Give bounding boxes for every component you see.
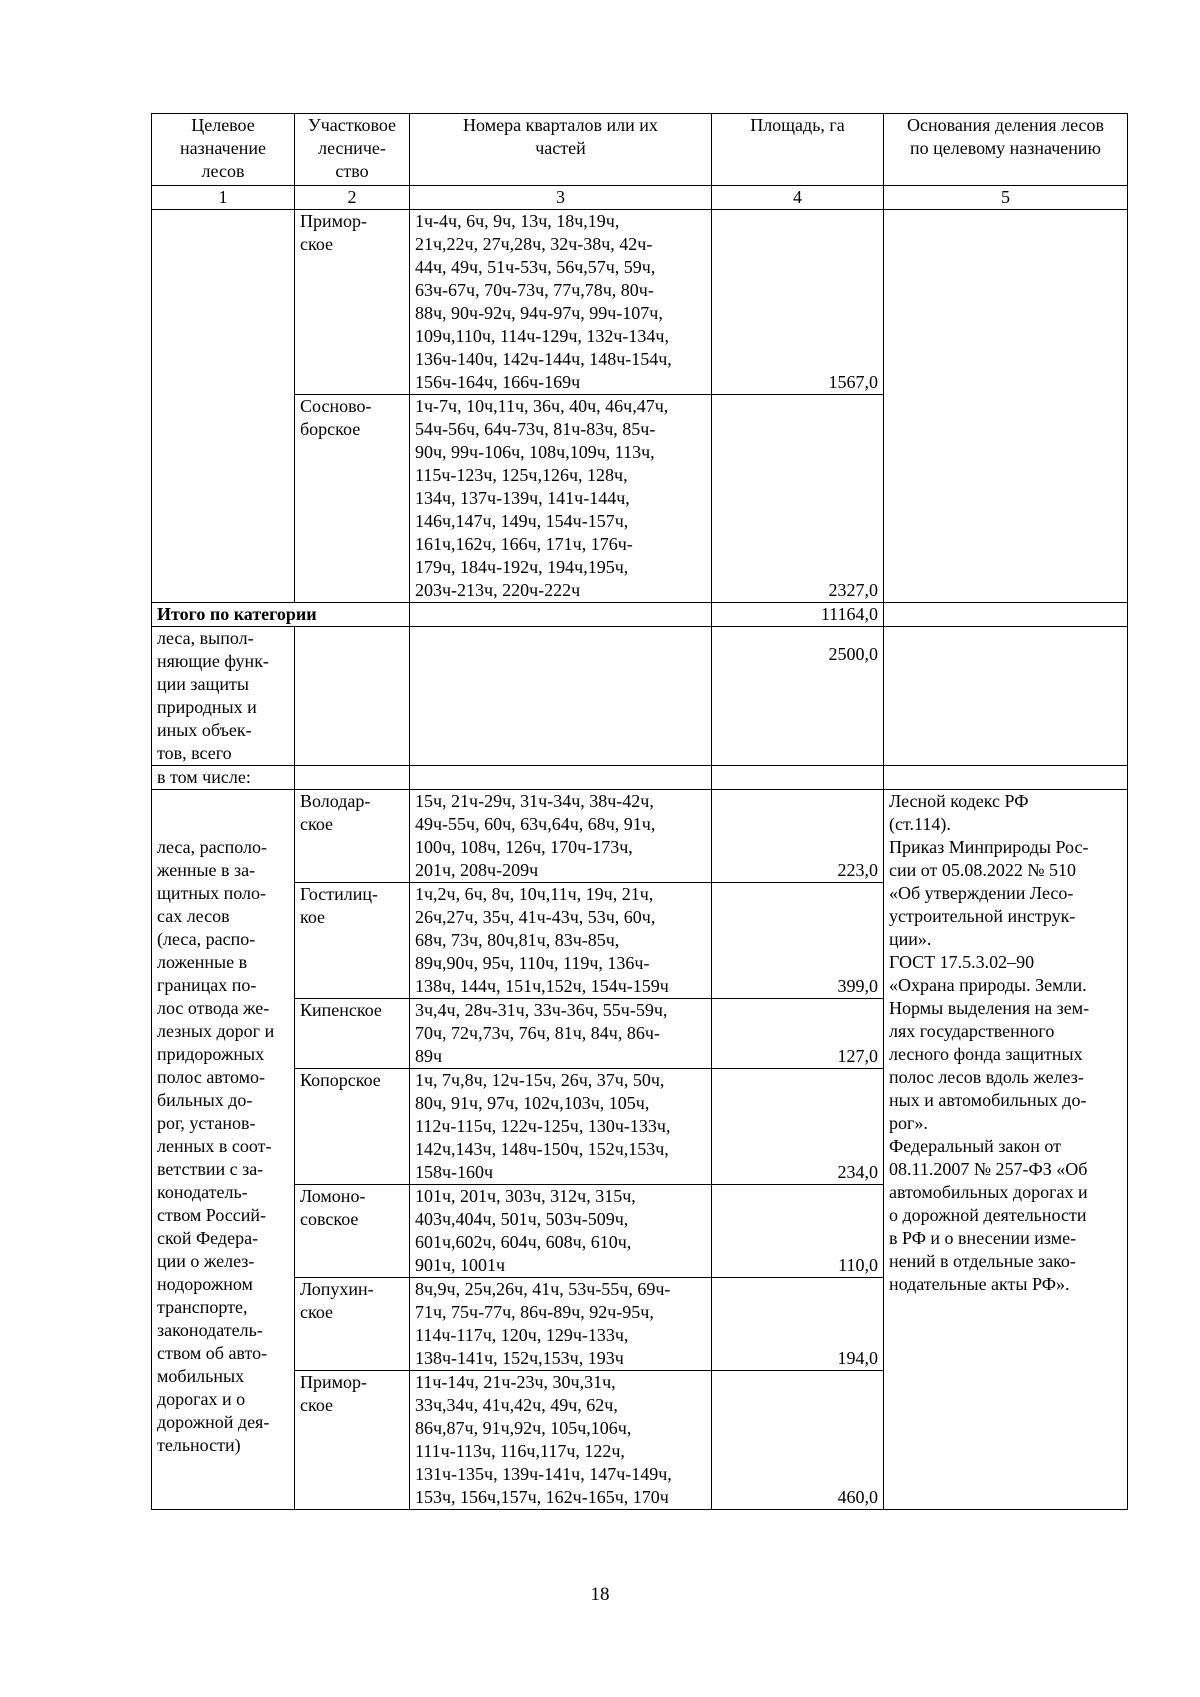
area-cell: 194,0 bbox=[712, 1278, 884, 1371]
area-cell: 127,0 bbox=[712, 999, 884, 1069]
table-row bbox=[152, 790, 1128, 883]
forestry-cell: Гостилиц- кое bbox=[295, 883, 410, 999]
empty-cell bbox=[295, 766, 410, 790]
quarters-cell: 101ч, 201ч, 303ч, 312ч, 315ч, 403ч,404ч, 501ч, 503ч-509ч, 601ч,602ч, 604ч, 608ч, 610ч, 901ч, 1001ч bbox=[410, 1185, 712, 1278]
area-cell: 234,0 bbox=[712, 1069, 884, 1185]
header-purpose: Целевое назначение лесов bbox=[152, 114, 295, 186]
quarters-cell: 1ч, 7ч,8ч, 12ч-15ч, 26ч, 37ч, 50ч, 80ч, 91ч, 97ч, 102ч,103ч, 105ч, 112ч-115ч, 122ч-125ч, 130ч-133ч, 142ч,143ч, 148ч-150ч, 152ч,153ч, 158ч-160ч bbox=[410, 1069, 712, 1185]
empty-cell bbox=[884, 766, 1128, 790]
quarters-cell: 11ч-14ч, 21ч-23ч, 30ч,31ч, 33ч,34ч, 41ч,42ч, 49ч, 62ч, 86ч,87ч, 91ч,92ч, 105ч,106ч, 111ч-113ч, 116ч,117ч, 122ч, 131ч-135ч, 139ч-141ч, 147ч-149ч, 153ч, 156ч,157ч, 162ч-165ч, 170ч bbox=[410, 1371, 712, 1510]
forestry-cell: Кипенское bbox=[295, 999, 410, 1069]
forestry-cell: Ломоно- совское bbox=[295, 1185, 410, 1278]
quarters-cell: 3ч,4ч, 28ч-31ч, 33ч-36ч, 55ч-59ч, 70ч, 72ч,73ч, 76ч, 81ч, 84ч, 86ч- 89ч bbox=[410, 999, 712, 1069]
quarters-cell: 1ч,2ч, 6ч, 8ч, 10ч,11ч, 19ч, 21ч, 26ч,27ч, 35ч, 41ч-43ч, 53ч, 60ч, 68ч, 73ч, 80ч,81ч, 83ч-85ч, 89ч,90ч, 95ч, 110ч, 119ч, 136ч- 138ч, 144ч, 151ч,152ч, 154ч-159ч bbox=[410, 883, 712, 999]
quarters-cell: 8ч,9ч, 25ч,26ч, 41ч, 53ч-55ч, 69ч- 71ч, 75ч-77ч, 86ч-89ч, 92ч-95ч, 114ч-117ч, 120ч, 129ч-133ч, 138ч-141ч, 152ч,153ч, 193ч bbox=[410, 1278, 712, 1371]
category-basis-empty bbox=[884, 627, 1128, 766]
area-cell: 110,0 bbox=[712, 1185, 884, 1278]
subcategory-name: леса, располо- женные в за- щитных поло- сах лесов (леса, распо- ложенные в границах по- лос отвода же- лезных дорог и придорожных полос автомо- бильных до- рог, установ- ленных в соот- ветствии с за- конодатель- ством Россий- ской Федера- ции о желез- нодорожном транспорте, законодатель- ством об авто- мобильных дорогах и о дорожной дея- тельности) bbox=[152, 790, 295, 1510]
area-cell: 223,0 bbox=[712, 790, 884, 883]
forestry-cell: Лопухин- ское bbox=[295, 1278, 410, 1371]
quarters-cell: 1ч-4ч, 6ч, 9ч, 13ч, 18ч,19ч, 21ч,22ч, 27ч,28ч, 32ч-38ч, 42ч- 44ч, 49ч, 51ч-53ч, 56ч,57ч, 59ч, 63ч-67ч, 70ч-73ч, 77ч,78ч, 80ч- 88ч, 90ч-92ч, 94ч-97ч, 99ч-107ч, 109ч,110ч, 114ч-129ч, 132ч-134ч, 136ч-140ч, 142ч-144ч, 148ч-154ч, 156ч-164ч, 166ч-169ч bbox=[410, 210, 712, 395]
table-row bbox=[152, 210, 1128, 395]
column-number: 3 bbox=[410, 186, 712, 210]
category-row bbox=[152, 627, 1128, 766]
category-area: 2500,0 bbox=[712, 627, 884, 766]
category-quarters-empty bbox=[410, 627, 712, 766]
total-row bbox=[152, 603, 1128, 627]
column-number-row bbox=[152, 186, 1128, 210]
including-label: в том числе: bbox=[152, 766, 295, 790]
forestry-cell: Примор- ское bbox=[295, 210, 410, 395]
area-cell: 1567,0 bbox=[712, 210, 884, 395]
column-number: 4 bbox=[712, 186, 884, 210]
including-row bbox=[152, 766, 1128, 790]
empty-cell bbox=[712, 766, 884, 790]
header-forestry: Участковое лесниче- ство bbox=[295, 114, 410, 186]
quarters-cell: 15ч, 21ч-29ч, 31ч-34ч, 38ч-42ч, 49ч-55ч, 60ч, 63ч,64ч, 68ч, 91ч, 100ч, 108ч, 126ч, 170ч-173ч, 201ч, 208ч-209ч bbox=[410, 790, 712, 883]
area-cell: 399,0 bbox=[712, 883, 884, 999]
total-basis-empty bbox=[884, 603, 1128, 627]
forest-designation-table bbox=[151, 113, 1128, 1510]
category-name: леса, выпол- няющие функ- ции защиты природных и иных объек- тов, всего bbox=[152, 627, 295, 766]
page-number: 18 bbox=[590, 1584, 610, 1605]
quarters-cell: 1ч-7ч, 10ч,11ч, 36ч, 40ч, 46ч,47ч, 54ч-56ч, 64ч-73ч, 81ч-83ч, 85ч- 90ч, 99ч-106ч, 108ч,109ч, 113ч, 115ч-123ч, 125ч,126ч, 128ч, 134ч, 137ч-139ч, 141ч-144ч, 146ч,147ч, 149ч, 154ч-157ч, 161ч,162ч, 166ч, 171ч, 176ч- 179ч, 184ч-192ч, 194ч,195ч, 203ч-213ч, 220ч-222ч bbox=[410, 395, 712, 603]
total-quarters-empty bbox=[410, 603, 712, 627]
area-cell: 460,0 bbox=[712, 1371, 884, 1510]
area-cell: 2327,0 bbox=[712, 395, 884, 603]
forestry-cell: Копорское bbox=[295, 1069, 410, 1185]
column-number: 5 bbox=[884, 186, 1128, 210]
category-forestry-empty bbox=[295, 627, 410, 766]
forestry-cell: Володар- ское bbox=[295, 790, 410, 883]
purpose-cell-empty bbox=[152, 210, 295, 603]
header-area: Площадь, га bbox=[712, 114, 884, 186]
total-label: Итого по категории bbox=[152, 603, 410, 627]
header-quarters: Номера кварталов или их частей bbox=[410, 114, 712, 186]
basis-cell-empty bbox=[884, 210, 1128, 603]
column-number: 2 bbox=[295, 186, 410, 210]
empty-cell bbox=[410, 766, 712, 790]
basis-text: Лесной кодекс РФ (ст.114). Приказ Минприроды Рос- сии от 05.08.2022 № 510 «Об утверждении Лесо- устроительной инструк- ции». ГОСТ 17.5.3.02–90 «Охрана природы. Земли. Нормы выделения на зем- лях государственного лесного фонда защитных полос лесов вдоль желез- ных и автомобильных до- рог». Федеральный закон от 08.11.2007 № 257-ФЗ «Об автомобильных дорогах и о дорожной деятельности в РФ и о внесении изме- нений в отдельные зако- нодательные акты РФ». bbox=[884, 790, 1128, 1510]
forestry-cell: Сосново- борское bbox=[295, 395, 410, 603]
forestry-cell: Примор- ское bbox=[295, 1371, 410, 1510]
total-area: 11164,0 bbox=[712, 603, 884, 627]
header-basis: Основания деления лесов по целевому назначению bbox=[884, 114, 1128, 186]
table-header-row bbox=[152, 114, 1128, 186]
column-number: 1 bbox=[152, 186, 295, 210]
